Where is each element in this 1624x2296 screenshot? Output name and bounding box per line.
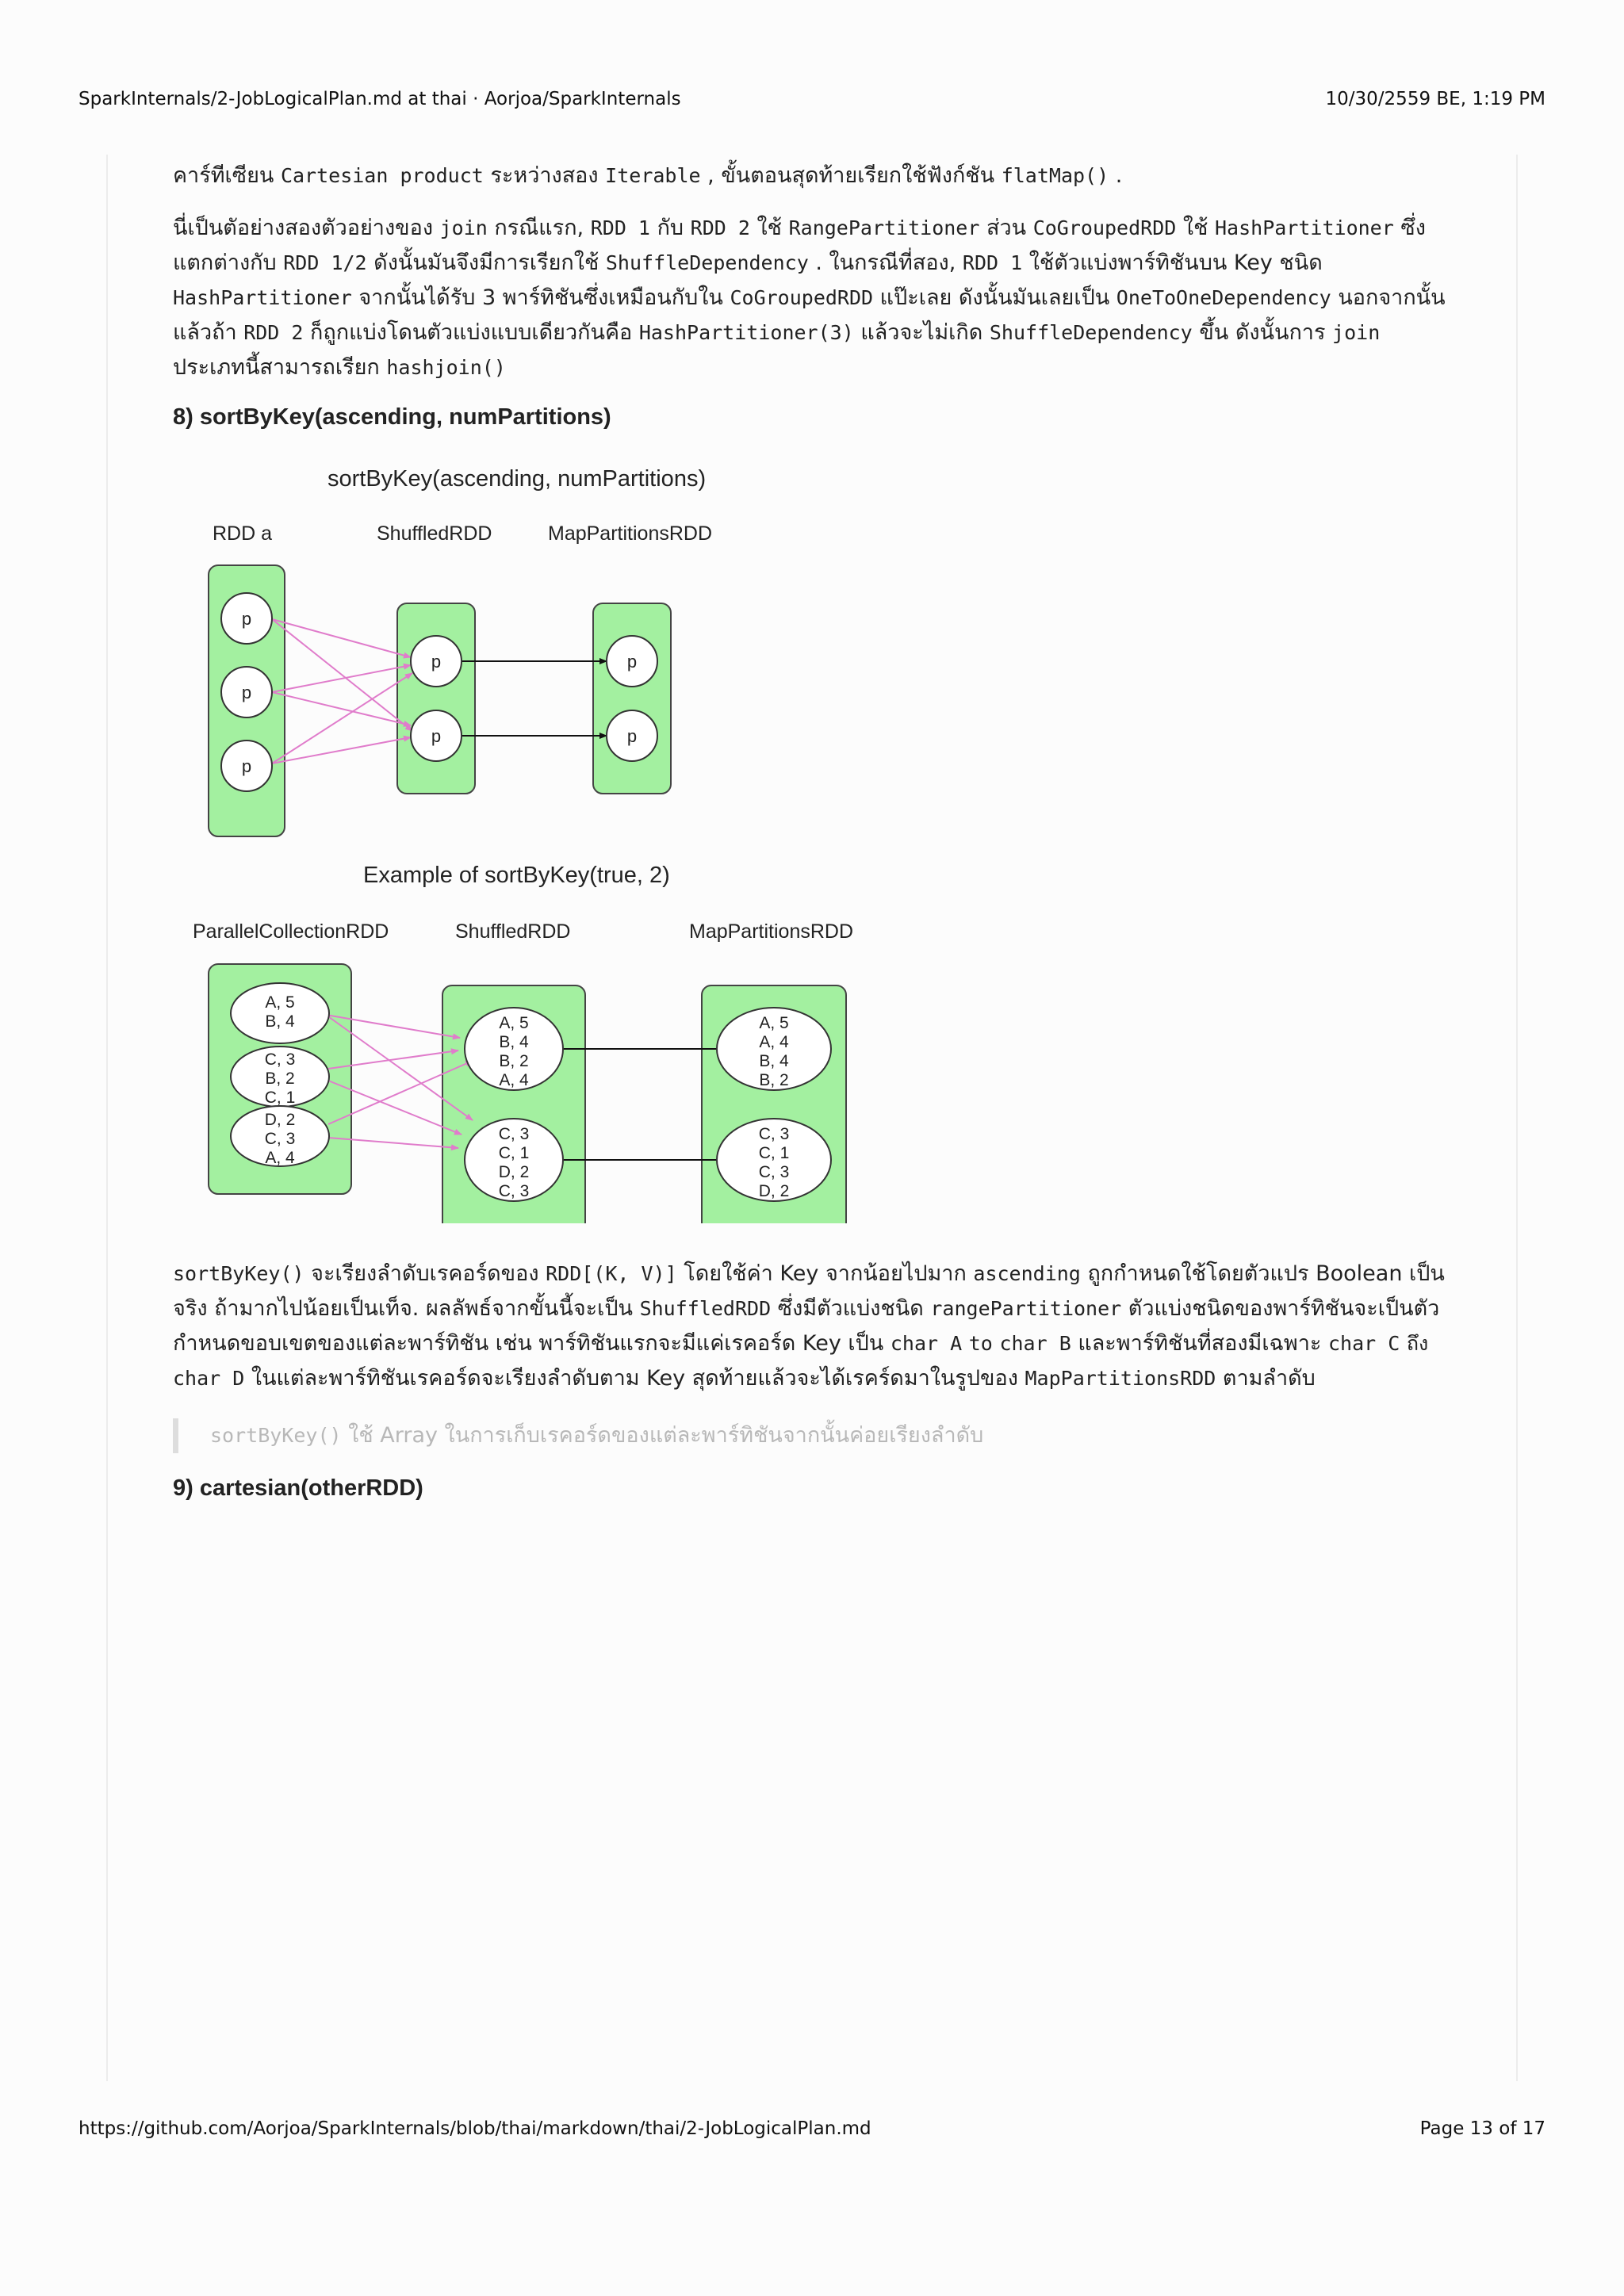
shuffle-edges <box>272 619 412 763</box>
record: B, 2 <box>499 1052 529 1070</box>
record: D, 2 <box>498 1163 530 1181</box>
diagram1-col-rdd-a: RDD a <box>213 522 273 545</box>
shuffled-rdd-block <box>397 603 475 794</box>
sortbykey-diagram <box>173 446 887 851</box>
footer-url: https://github.com/Aorjoa/SparkInternals/blob/thai/markdown/thai/2-JobLogicalPlan.md <box>79 2118 871 2139</box>
paragraph-sortbykey: sortByKey() จะเรียงลำดับเรคอร์ดของ RDD[(K, V)] โดยใช้ค่า Key จากน้อยไปมาก ascending ถูกกำหนดใช้โดยตัวแปร Boolean เป็นจริง ถ้ามากไปน้อยเป็นเท็จ. ผลลัพธ์จากขั้นนี้จะเป็น ShuffledRDD ซึ่งมีตัวแบ่งชนิด rangePartitioner ตัวแบ่งชนิดของพาร์ทิชันจะเป็นตัวกำหนดขอบเขตของแต่ละพาร์ทิชัน เช่น พาร์ทิชันแรกจะมีแค่เรคอร์ด Key เป็น char A to char B และพาร์ทิชันที่สองมีเฉพาะ char C ถึง char D ในแต่ละพาร์ทิชันเรคอร์ดจะเรียงลำดับตาม Key สุดท้ายแล้วจะได้เรคร์ดมาในรูปของ MapPartitionsRDD ตามลำดับ <box>173 1261 1445 1391</box>
node-label: p <box>431 652 442 672</box>
diagram2-col-parallel: ParallelCollectionRDD <box>193 920 389 943</box>
node-label: p <box>626 652 638 672</box>
record: C, 1 <box>758 1144 790 1162</box>
record: C, 1 <box>264 1089 296 1107</box>
record: C, 3 <box>264 1050 296 1069</box>
right-border <box>1516 155 1518 2081</box>
paragraph-join-examples: นี่เป็นตัอย่างสองตัวอย่างของ join กรณีแรก, RDD 1 กับ RDD 2 ใช้ RangePartitioner ส่วน CoGroupedRDD ใช้ HashPartitioner ซึ่งแตกต่างกับ RDD 1/2 ดังนั้นมันจึงมีการเรียกใช้ ShuffleDependency . ในกรณีที่สอง, RDD 1 ใช้ตัวแบ่งพาร์ทิชันบน Key ชนิด HashPartitioner จากนั้นได้รับ 3 พาร์ทิชันซึ่งเหมือนกับใน CoGroupedRDD แป๊ะเลย ดังนั้นมันเลยเป็น OneToOneDependency นอกจากนั้นแล้วถ้า RDD 2 ก็ถูกแบ่งโดนตัวแบ่งแบบเดียวกันคือ HashPartitioner(3) แล้วจะไม่เกิด ShuffleDependency ขึ้น ดังนั้นการ join ประเภทนี้สามารถเรียก hashjoin() <box>173 216 1446 380</box>
record: C, 3 <box>498 1125 530 1143</box>
record: A, 5 <box>265 993 295 1012</box>
diagram1-col-mappartitions: MapPartitionsRDD <box>548 522 713 545</box>
record: B, 4 <box>265 1012 295 1031</box>
heading-sortbykey: 8) sortByKey(ascending, numPartitions) <box>173 404 611 430</box>
record: A, 4 <box>759 1033 789 1051</box>
record: C, 3 <box>758 1163 790 1181</box>
diagram2-col-mappartitions: MapPartitionsRDD <box>689 920 854 943</box>
record: C, 3 <box>264 1130 296 1148</box>
blockquote-note: sortByKey() ใช้ Array ในการเก็บเรคอร์ดของแต่ละพาร์ทิชันจากนั้นค่อยเรียงลำดับ <box>173 1418 1457 1453</box>
footer-page-number: Page 13 of 17 <box>1419 2118 1545 2139</box>
diagram1-title: sortByKey(ascending, numPartitions) <box>327 466 707 492</box>
diagram1-col-shuffled: ShuffledRDD <box>377 522 492 545</box>
left-border <box>106 155 108 2081</box>
record: C, 3 <box>498 1182 530 1200</box>
heading-cartesian: 9) cartesian(otherRDD) <box>173 1475 423 1501</box>
paragraph-cartesian: คาร์ทีเซียน Cartesian product ระหว่างสอง Iterable , ขั้นตอนสุดท้ายเรียกใช้ฟังก์ชัน flatMap() . <box>173 163 1123 188</box>
diagram2-col-shuffled: ShuffledRDD <box>455 920 571 943</box>
node-label: p <box>241 756 252 776</box>
record: A, 5 <box>759 1014 789 1032</box>
record: B, 4 <box>759 1052 789 1070</box>
record: B, 2 <box>265 1070 295 1088</box>
article-body <box>173 155 1457 1502</box>
record: A, 4 <box>499 1071 529 1089</box>
node-label: p <box>431 726 442 746</box>
record: D, 2 <box>758 1182 790 1200</box>
header-datetime: 10/30/2559 BE, 1:19 PM <box>1325 89 1545 109</box>
header-title: SparkInternals/2-JobLogicalPlan.md at thai · Aorjoa/SparkInternals <box>79 89 681 109</box>
mappartitions-rdd-block <box>593 603 671 794</box>
node-label: p <box>241 683 252 702</box>
record: A, 4 <box>265 1149 295 1167</box>
record: A, 5 <box>499 1014 529 1032</box>
node-label: p <box>626 726 638 746</box>
diagram2-title: Example of sortByKey(true, 2) <box>363 863 670 888</box>
record: B, 2 <box>759 1071 789 1089</box>
node-label: p <box>241 609 252 629</box>
record: D, 2 <box>264 1111 296 1129</box>
record: B, 4 <box>499 1033 529 1051</box>
record: C, 1 <box>498 1144 530 1162</box>
narrow-edges <box>462 661 607 736</box>
sortbykey-example-diagram <box>173 851 966 1223</box>
record: C, 3 <box>758 1125 790 1143</box>
